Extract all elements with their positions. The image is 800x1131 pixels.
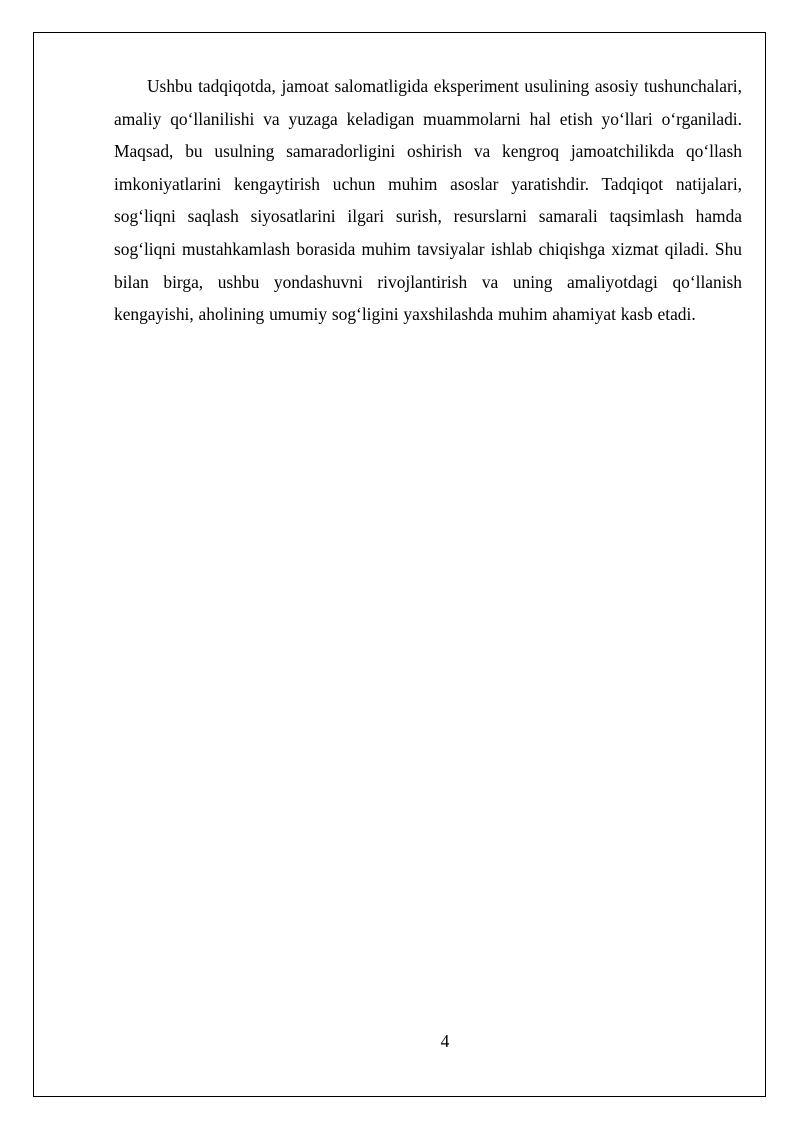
page-number: 4: [440, 1031, 450, 1051]
body-paragraph: Ushbu tadqiqotda, jamoat salomatligida eksperiment usulining asosiy tushunchalari, amaliy qo‘llanilishi va yuzaga keladigan muammolarni hal etish yo‘llari o‘rganiladi. Maqsad, bu usulning samaradorligini oshirish va kengroq jamoatchilikda qo‘llash imkoniyatlarini kengaytirish uchun muhim asoslar yaratishdir. Tadqiqot natijalari, sog‘liqni saqlash siyosatlarini ilgari surish, resurslarni samarali taqsimlash hamda sog‘liqni mustahkamlash borasida muhim tavsiyalar ishlab chiqishga xizmat qiladi. Shu bilan birga, ushbu yondashuvni rivojlantirish va uning amaliyotdagi qo‘llanish kengayishi, aholining umumiy sog‘ligini yaxshilashda muhim ahamiyat kasb etadi.: [114, 76, 742, 325]
